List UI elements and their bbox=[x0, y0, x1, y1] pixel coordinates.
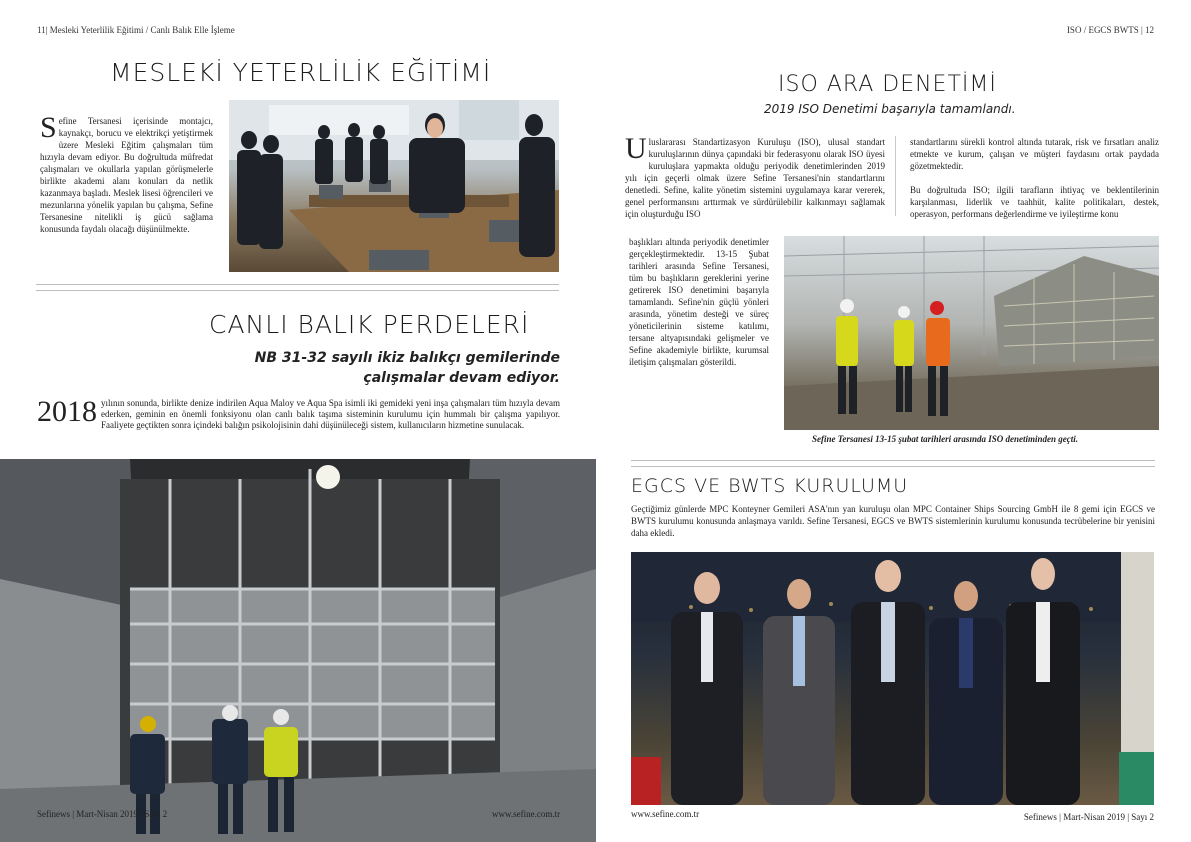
iso-col1-text: luslararası Standartizasyon Kuruluşu (ISO), ulusal standart kuruluşlarının dünya çapındaki bir federasyonu olarak ISO üyesi kuruluşlara yapmakta olduğu periyodik denetimlerinden 2019 yılı için geçerli olmak üzere Sefine Tersanesi'nin standartlarını denetledi. Sefine, kalite yönetim sistemini uygulamaya karar vererek, genel performansını arttırmak ve sürdürülebilir kalkınmayı sağlamak için oluşturduğu ISO bbox=[625, 137, 885, 219]
dropcap: U bbox=[625, 132, 647, 165]
egcs-group-photo bbox=[631, 552, 1154, 805]
canli-balik-body bbox=[37, 395, 560, 431]
mesleki-body-text: efine Tersanesi içerisinde montajcı, kaynakçı, borucu ve elektrikçi yetiştirmek üzere Mesleki Eğitim çalışmaları tüm hızıyla devam ediyor. Bu doğrultuda müfredat çalışmaları ve okullarla yapılan görüşmelerle birlikte akademi alanı konuları da netlik kazanmaya başladı. Meslek lisesi öğrencileri ve mezunlarına yönelik yapılan bu çalışma, Sefine Tersanesine nitelikli iş gücü sağlama konusunda faydalı olacağı düşünülmekte. bbox=[40, 116, 213, 234]
fish-curtain-photo bbox=[0, 459, 596, 842]
mesleki-body bbox=[40, 111, 213, 265]
iso-col2-para: Bu doğrultuda ISO; ilgili tarafların ihtiyaç ve beklentilerinin karşılanması, liderlik ve taahhüt, kalite politikaları, destek, operasyon, performans değerlendirme ve iyileştirme konu bbox=[910, 185, 1159, 219]
fish-curtain-illustration bbox=[0, 459, 596, 842]
divider bbox=[631, 460, 1155, 461]
iso-photo-caption: Sefine Tersanesi 13-15 şubat tarihleri arasında ISO denetiminden geçti. bbox=[812, 434, 1078, 444]
workshop-photo bbox=[229, 100, 559, 272]
subtitle-line: NB 31-32 sayılı ikiz balıkçı gemilerinde bbox=[254, 350, 560, 366]
workshop-illustration bbox=[229, 100, 559, 272]
left-footer-right: www.sefine.com.tr bbox=[492, 809, 561, 819]
iso-col2 bbox=[910, 136, 1159, 220]
iso-col3: başlıkları altında periyodik denetimler gerçekleştirmektedir. 13-15 Şubat tarihleri arasında Sefine Tersanesi, tüm bu başlıkların gereklerini yerine getirerek ISO denetimini başarıyla tamamlandı. Sefine'nin güçlü yönleri arasında, yönetim desteği ve süreç yöneticilerinin sisteme katılımı, tersane altyapısındaki gelişmeler ve Sefine akademiyle birlikte, kurumsal iletişim çalışmaları gösterildi. bbox=[629, 237, 769, 367]
section-title-iso: ISO ARA DENETİMİ bbox=[778, 72, 997, 97]
left-running-head: 11| Mesleki Yeterlilik Eğitimi / Canlı Balık Elle İşleme bbox=[37, 25, 235, 35]
left-footer-left: Sefinews | Mart-Nisan 2019 | Sayı 2 bbox=[37, 809, 168, 819]
egcs-body: Geçtiğimiz günlerde MPC Konteyner Gemileri ASA'nın yan kuruluşu olan MPC Container Ships Sourcing GmbH ile 8 gemi için EGCS ve BWTS kurulumu konusunda anlaşmaya varıldı. Sefine Tersanesi, EGCS ve BWTS sistemlerinin kurulumu konusunda tecrübelerine bir yenisini daha ekledi. bbox=[631, 504, 1155, 538]
column-divider bbox=[895, 136, 896, 216]
egcs-group-illustration bbox=[631, 552, 1154, 805]
canli-balik-subtitle bbox=[246, 348, 560, 388]
divider bbox=[631, 466, 1155, 467]
section-title-mesleki: MESLEKİ YETERLİLİK EĞİTİMİ bbox=[110, 58, 492, 87]
year-dropcap: 2018 bbox=[37, 395, 97, 428]
right-running-head: ISO / EGCS BWTS | 12 bbox=[1066, 25, 1154, 35]
iso-col1 bbox=[625, 132, 885, 224]
iso-audit-photo bbox=[784, 236, 1159, 430]
section-title-canli-balik: CANLI BALIK PERDELERİ bbox=[209, 310, 530, 339]
divider bbox=[36, 290, 559, 291]
iso-subtitle: 2019 ISO Denetimi başarıyla tamamlandı. bbox=[764, 102, 1016, 116]
iso-audit-illustration bbox=[784, 236, 1159, 430]
right-footer-left: www.sefine.com.tr bbox=[631, 809, 700, 819]
iso-col2-para: standartlarını sürekli kontrol altında tutarak, risk ve fırsatları analiz etmekte ve kurum, çalışan ve müşteri faydasını ortak paydada gözetmektedir. bbox=[910, 137, 1159, 171]
section-title-egcs: EGCS VE BWTS KURULUMU bbox=[631, 475, 909, 497]
right-footer-right: Sefinews | Mart-Nisan 2019 | Sayı 2 bbox=[1023, 812, 1154, 822]
canli-balik-body-text: yılının sonunda, birlikte denize indirilen Aqua Maloy ve Aqua Spa isimli iki gemideki yeni inşa çalışmaları tüm hızıyla devam ederken, geminin en önemli fonksiyonu olan canlı balık taşıma sisteminin kurulumu için hummalı bir çalışma yapılıyor. Faaliyete geçtikten sonra içindeki balığın psikolojisinin dahi düşünüleceği sistem, kullanıcıların hizmetine sunulacak. bbox=[101, 398, 560, 430]
subtitle-line: çalışmalar devam ediyor. bbox=[363, 370, 560, 386]
dropcap: S bbox=[40, 111, 57, 144]
divider bbox=[36, 284, 559, 285]
